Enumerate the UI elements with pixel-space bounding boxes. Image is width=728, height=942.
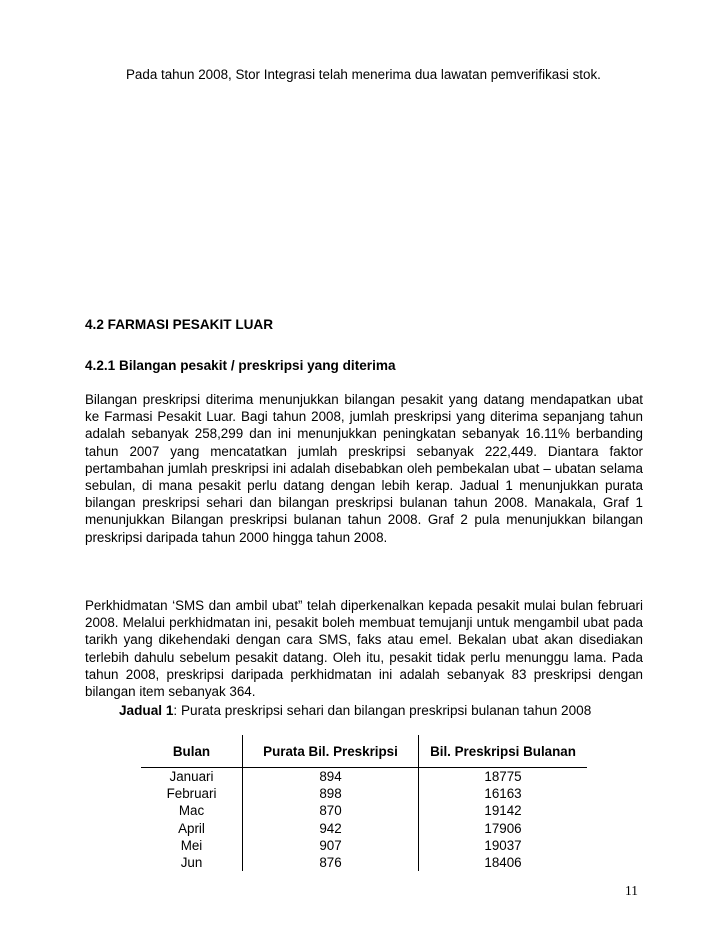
paragraph-prescriptions: Bilangan preskripsi diterima menunjukkan bilangan pesakit yang datang mendapatkan ubat ke Farmasi Pesakit Luar. Bagi tahun 2008, jumlah preskripsi yang diterima sepanjang tahun adalah sebanyak 258,299 dan ini menunjukkan peningkatan sebanyak 16.11% berbanding tahun 2007 yang mencatatkan jumlah preskripsi sebanyak 222,449. Diantara faktor pertambahan jumlah preskripsi ini adalah disebabkan oleh pembekalan ubat – ubatan selama sebulan, di mana pesakit perlu datang dengan lebih kerap. Jadual 1 menunjukkan purata bilangan preskripsi sehari dan bilangan preskripsi bulanan tahun 2008. Manakala, Graf 1 menunjukkan Bilangan preskripsi bulanan tahun 2008. Graf 2 pula menunjukkan bilangan preskripsi daripada tahun 2000 hingga tahun 2008.	[85, 392, 643, 545]
subsection-heading: 4.2.1 Bilangan pesakit / preskripsi yang diterima	[85, 358, 396, 373]
cell-month: Mac	[178, 803, 205, 819]
table-row	[141, 854, 587, 871]
table-caption	[119, 703, 591, 718]
prescription-table	[141, 735, 587, 871]
cell-month: Februari	[166, 786, 217, 802]
cell-month: Mei	[180, 837, 203, 853]
header-bulanan: Bil. Preskripsi Bulanan	[419, 735, 588, 768]
cell-monthly-total: 18406	[419, 854, 588, 871]
table-row	[141, 768, 587, 786]
paragraph-sms-service: Perkhidmatan ‘SMS dan ambil ubat” telah diperkenalkan kepada pesakit mulai bulan februari 2008. Melalui perkhidmatan ini, pesakit boleh membuat temujanji untuk mengambil ubat pada tarikh yang dikehendaki dengan cara SMS, faks atau emel. Bekalan ubat akan disediakan terlebih dahulu sebelum pesakit datang. Oleh itu, pesakit tidak perlu menunggu lama. Pada tahun 2008, preskripsi daripada perkhidmatan ini adalah sebanyak 83 preskripsi dengan bilangan item sebanyak 364.	[85, 598, 643, 700]
cell-monthly-total: 19037	[419, 837, 588, 854]
cell-monthly-total: 19142	[419, 802, 588, 819]
page-number: 11	[625, 883, 638, 898]
cell-daily-average: 876	[243, 854, 419, 871]
cell-daily-average: 894	[243, 768, 419, 786]
cell-month: Jun	[180, 855, 203, 871]
table-row	[141, 802, 587, 819]
section-heading: 4.2 FARMASI PESAKIT LUAR	[85, 317, 274, 332]
intro-line: Pada tahun 2008, Stor Integrasi telah menerima dua lawatan pemverifikasi stok.	[126, 67, 601, 82]
cell-daily-average: 870	[243, 802, 419, 819]
cell-month: Januari	[169, 769, 214, 784]
cell-daily-average: 942	[243, 820, 419, 837]
cell-daily-average: 907	[243, 837, 419, 854]
table-row	[141, 837, 587, 854]
table-row	[141, 785, 587, 802]
cell-monthly-total: 16163	[419, 785, 588, 802]
header-purata: Purata Bil. Preskripsi	[243, 735, 419, 768]
table-row	[141, 820, 587, 837]
table-header-row	[141, 735, 587, 768]
table-caption-label: Jadual 1	[119, 703, 174, 718]
table-caption-text: : Purata preskripsi sehari dan bilangan preskripsi bulanan tahun 2008	[173, 703, 592, 718]
cell-daily-average: 898	[243, 785, 419, 802]
cell-monthly-total: 18775	[419, 768, 588, 786]
cell-monthly-total: 17906	[419, 820, 588, 837]
header-bulan: Bulan	[141, 735, 243, 768]
cell-month: April	[178, 820, 205, 836]
